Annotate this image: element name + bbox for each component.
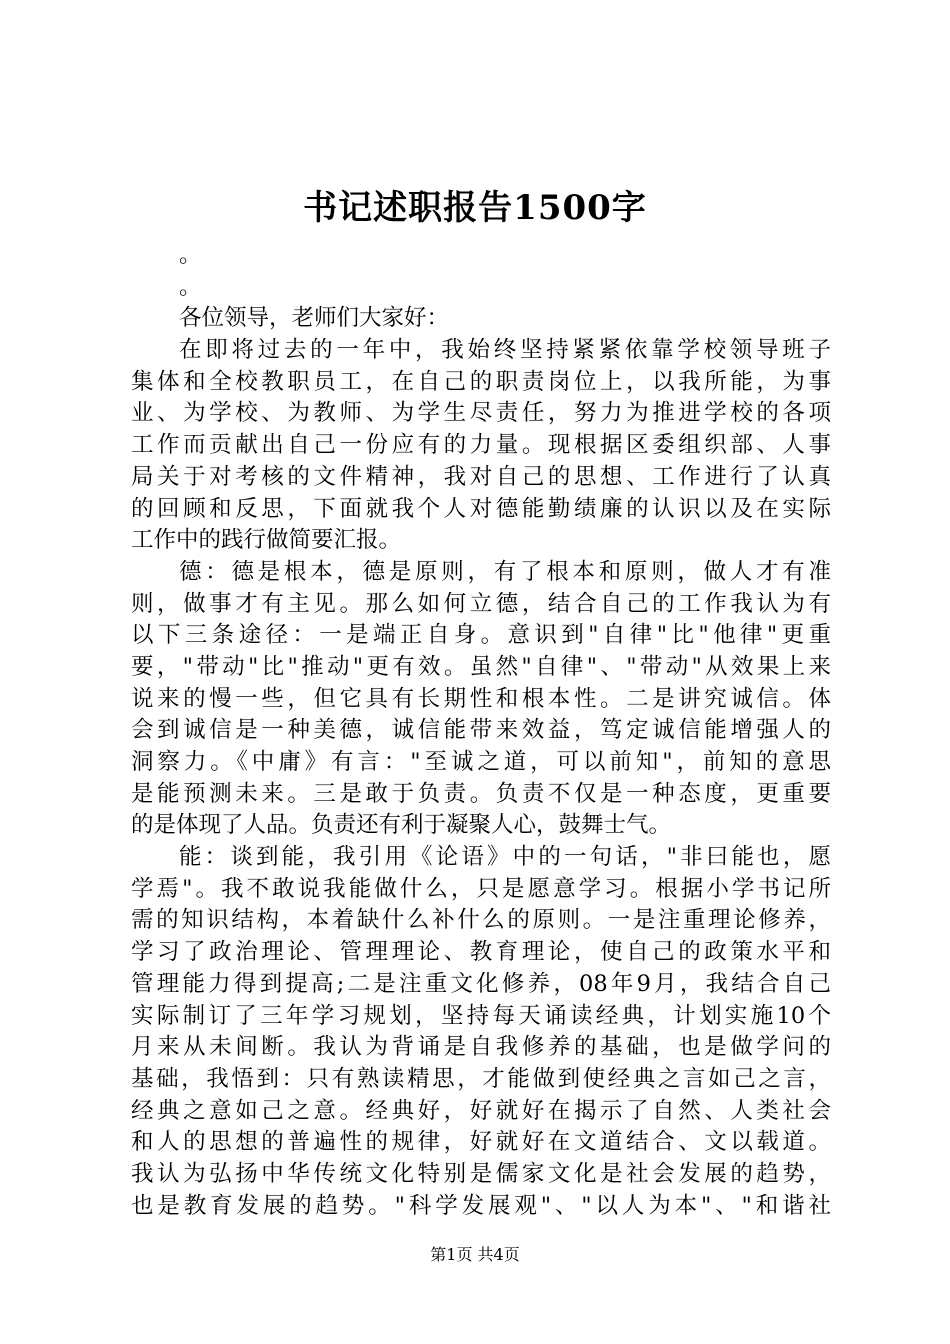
text-line: 集体和全校教职员工，在自己的职责岗位上，以我所能，为事 xyxy=(131,368,831,395)
text-line: 工作而贡献出自己一份应有的力量。现根据区委组织部、人事 xyxy=(131,432,831,459)
text-line: 会到诚信是一种美德，诚信能带来效益，笃定诚信能增强人的 xyxy=(131,717,831,744)
text-line: 管理能力得到提高;二是注重文化修养，08年9月，我结合自己 xyxy=(131,970,831,997)
text-line: 我认为弘扬中华传统文化特别是儒家文化是社会发展的趋势， xyxy=(131,1160,831,1187)
text-line: 和人的思想的普遍性的规律，好就好在文道结合、文以载道。 xyxy=(131,1129,831,1156)
text-line: 在即将过去的一年中，我始终坚持紧紧依靠学校领导班子 xyxy=(179,337,831,364)
text-line: 是能预测未来。三是敢于负责。负责不仅是一种态度，更重要 xyxy=(131,780,831,807)
text-line: 局关于对考核的文件精神，我对自己的思想、工作进行了认真 xyxy=(131,463,831,490)
text-line: 基础，我悟到：只有熟读精思，才能做到使经典之言如己之言， xyxy=(131,1065,831,1092)
text-line: 说来的慢一些，但它具有长期性和根本性。二是讲究诚信。体 xyxy=(131,685,831,712)
text-line: 。 xyxy=(179,242,202,268)
text-line: 。 xyxy=(179,273,202,300)
text-line: 以下三条途径：一是端正自身。意识到"自律"比"他律"更重 xyxy=(131,622,831,649)
page-footer: 第1页 共4页 xyxy=(430,1245,520,1264)
text-line: 各位领导，老师们大家好： xyxy=(179,305,450,332)
text-line: 需的知识结构，本着缺什么补什么的原则。一是注重理论修养， xyxy=(131,907,831,934)
page-title: 书记述职报告1500字 xyxy=(303,188,647,228)
text-line: 实际制订了三年学习规划，坚持每天诵读经典，计划实施10个 xyxy=(131,1002,831,1029)
text-line: 学习了政治理论、管理理论、教育理论，使自己的政策水平和 xyxy=(131,939,831,966)
text-line: 能：谈到能，我引用《论语》中的一句话，"非曰能也，愿 xyxy=(179,844,831,871)
text-line: 经典之意如己之意。经典好，好就好在揭示了自然、人类社会 xyxy=(131,1097,831,1124)
text-line: 的回顾和反思，下面就我个人对德能勤绩廉的认识以及在实际 xyxy=(131,495,831,522)
text-line: 学焉"。我不敢说我能做什么，只是愿意学习。根据小学书记所 xyxy=(131,875,831,902)
text-line: 的是体现了人品。负责还有利于凝聚人心，鼓舞士气。 xyxy=(131,812,672,839)
text-line: 也是教育发展的趋势。"科学发展观"、"以人为本"、"和谐社 xyxy=(131,1192,831,1219)
text-line: 德：德是根本，德是原则，有了根本和原则，做人才有准 xyxy=(179,558,831,585)
text-line: 月来从未间断。我认为背诵是自我修养的基础，也是做学问的 xyxy=(131,1034,831,1061)
document-body xyxy=(131,240,831,1222)
text-line: 洞察力。《中庸》有言："至诚之道，可以前知"，前知的意思 xyxy=(131,749,831,775)
text-line: 要，"带动"比"推动"更有效。虽然"自律"、"带动"从效果上来 xyxy=(131,653,831,680)
text-line: 业、为学校、为教师、为学生尽责任，努力为推进学校的各项 xyxy=(131,400,831,427)
text-line: 则，做事才有主见。那么如何立德，结合自己的工作我认为有 xyxy=(131,590,831,617)
text-line: 工作中的践行做简要汇报。 xyxy=(131,527,402,554)
